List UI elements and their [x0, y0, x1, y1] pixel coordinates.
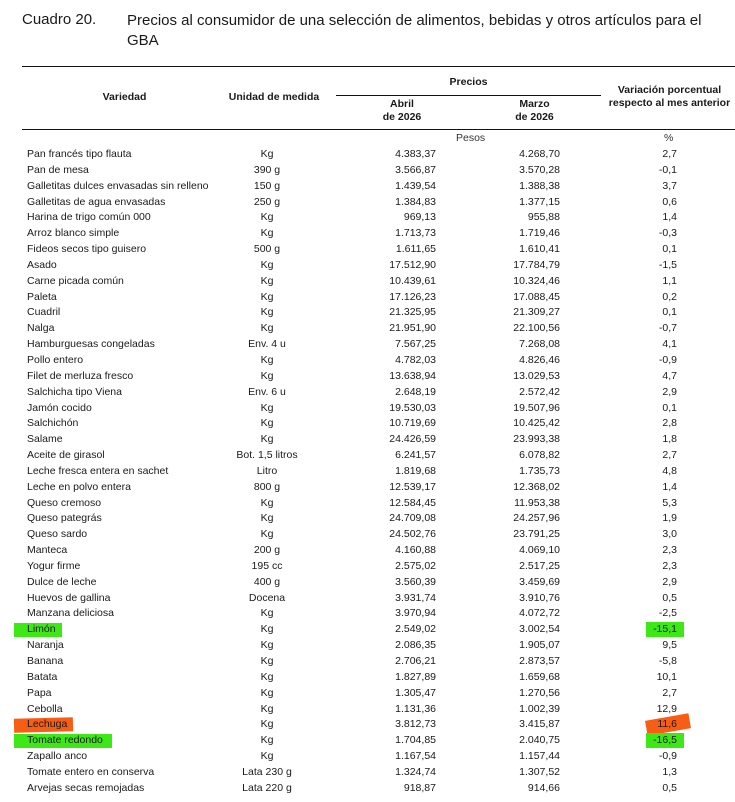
row-variation: -15,1: [653, 623, 677, 636]
row-price-abril: 19.530,03: [389, 401, 436, 414]
row-price-abril: 969,13: [403, 211, 436, 224]
row-name: Galletitas dulces envasadas sin relleno: [27, 179, 209, 192]
table-row: [0, 416, 735, 432]
table-row: [0, 464, 735, 480]
table-row: [0, 210, 735, 226]
table-row: [0, 781, 735, 797]
row-price-marzo: 24.257,96: [513, 512, 560, 525]
row-price-abril: 4.383,37: [395, 148, 436, 160]
row-price-abril: 10.719,69: [389, 417, 436, 430]
row-name: Huevos de gallina: [27, 591, 111, 604]
row-price-marzo: 13.029,53: [513, 369, 560, 382]
row-variation: 4,1: [662, 338, 677, 351]
row-price-marzo: 10.324,46: [513, 274, 560, 287]
row-price-abril: 4.782,03: [395, 353, 436, 366]
row-price-abril: 3.970,94: [395, 607, 436, 620]
row-name: Hamburguesas congeladas: [27, 338, 155, 351]
row-name: Salchicha tipo Viena: [27, 385, 122, 398]
table-row: [0, 274, 735, 290]
table-row: [0, 290, 735, 306]
table-row: [0, 575, 735, 591]
row-price-abril: 1.827,89: [395, 670, 436, 683]
row-variation: 0,1: [662, 306, 677, 319]
row-unit: 150 g: [253, 179, 281, 192]
row-name: Tomate entero en conserva: [27, 765, 155, 778]
row-price-marzo: 1.388,38: [519, 179, 560, 192]
table-row: [0, 147, 735, 163]
row-variation: 9,5: [662, 639, 677, 652]
table-row: [0, 305, 735, 321]
row-price-marzo: 914,66: [527, 781, 560, 794]
row-variation: 2,9: [662, 385, 677, 398]
row-price-marzo: 4.268,70: [519, 148, 560, 160]
row-variation: 5,3: [662, 496, 677, 509]
row-name: Leche en polvo entera: [27, 480, 131, 493]
table-caption-label: Cuadro 20.: [22, 11, 97, 28]
row-price-marzo: 2.572,42: [519, 385, 560, 398]
row-variation: 2,3: [662, 559, 677, 572]
row-unit: Kg: [260, 417, 274, 430]
row-variation: 2,8: [662, 417, 677, 430]
precios-rule: [336, 95, 601, 96]
table-row: [0, 733, 735, 749]
header-variacion-line2: respecto al mes anterior: [608, 97, 731, 109]
row-price-marzo: 17.088,45: [513, 290, 560, 303]
row-name: Aceite de girasol: [27, 449, 105, 462]
row-name: Banana: [27, 655, 64, 667]
row-name: Manzana deliciosa: [27, 607, 114, 620]
row-price-marzo: 4.069,10: [519, 544, 560, 557]
table-row: [0, 448, 735, 464]
row-name: Nalga: [27, 322, 55, 335]
row-price-abril: 1.713,73: [395, 227, 436, 240]
row-price-marzo: 4.826,46: [519, 353, 560, 366]
row-unit: Kg: [260, 401, 274, 414]
row-price-marzo: 2.040,75: [519, 734, 560, 747]
row-price-abril: 13.638,94: [389, 369, 436, 382]
row-unit: Bot. 1,5 litros: [236, 449, 298, 462]
row-price-marzo: 3.415,87: [519, 718, 560, 731]
row-price-abril: 7.567,25: [395, 338, 436, 351]
row-price-marzo: 1.002,39: [519, 702, 560, 715]
row-price-abril: 3.931,74: [395, 591, 436, 604]
row-price-marzo: 4.072,72: [519, 607, 560, 620]
row-unit: Kg: [260, 306, 274, 319]
row-unit: Kg: [260, 290, 274, 303]
row-variation: 3,0: [662, 528, 677, 541]
row-price-marzo: 2.517,25: [519, 559, 560, 572]
row-variation: -0,9: [658, 750, 677, 763]
row-price-marzo: 1.610,41: [519, 243, 560, 256]
row-variation: 2,7: [662, 148, 677, 160]
row-price-abril: 6.241,57: [395, 449, 436, 462]
table-row: [0, 163, 735, 179]
header-precios: Precios: [449, 76, 488, 88]
row-price-marzo: 1.157,44: [519, 750, 560, 763]
row-unit: Kg: [260, 227, 274, 240]
unit-pesos: Pesos: [456, 132, 486, 144]
row-price-abril: 3.560,39: [395, 575, 436, 588]
row-name: Salame: [27, 433, 63, 446]
row-name: Asado: [27, 258, 57, 271]
table-row: [0, 401, 735, 417]
row-unit: Kg: [260, 528, 274, 541]
row-price-marzo: 3.459,69: [519, 575, 560, 588]
table-row: [0, 702, 735, 718]
row-price-marzo: 17.784,79: [513, 258, 560, 271]
table-title: Precios al consumidor de una selección de alimentos, bebidas y otros artículos para el GBA: [127, 12, 702, 49]
row-name: Harina de trigo común 000: [27, 211, 151, 224]
row-name: Limón: [27, 623, 56, 636]
row-unit: Kg: [260, 353, 274, 366]
row-variation: 1,9: [662, 512, 677, 525]
row-price-marzo: 955,88: [527, 211, 560, 224]
row-variation: 3,7: [662, 179, 677, 192]
row-price-marzo: 22.100,56: [513, 322, 560, 335]
row-price-marzo: 21.309,27: [513, 306, 560, 319]
row-price-marzo: 23.993,38: [513, 433, 560, 446]
table-row: [0, 559, 735, 575]
row-name: Papa: [27, 686, 52, 699]
row-variation: -0,1: [658, 163, 677, 176]
row-variation: -2,5: [658, 607, 677, 620]
header-variacion-line1: Variación porcentual: [617, 84, 722, 96]
row-name: Arvejas secas remojadas: [27, 781, 145, 794]
row-variation: -16,5: [653, 734, 677, 747]
row-name: Filet de merluza fresco: [27, 369, 134, 382]
row-name: Lechuga: [27, 718, 68, 731]
header-marzo: [468, 98, 601, 124]
row-price-marzo: 1.270,56: [519, 686, 560, 699]
row-price-abril: 24.502,76: [389, 528, 436, 541]
row-unit: Kg: [260, 623, 274, 636]
row-name: Tomate redondo: [27, 734, 103, 747]
unit-percent: %: [664, 132, 674, 144]
table-row: [0, 321, 735, 337]
row-variation: -0,3: [658, 227, 677, 240]
row-price-abril: 1.305,47: [395, 686, 436, 699]
header-variedad: Variedad: [102, 91, 147, 103]
row-price-abril: 1.819,68: [395, 464, 436, 477]
row-variation: 2,9: [662, 575, 677, 588]
header-variacion: [604, 84, 735, 110]
row-unit: Kg: [260, 686, 274, 699]
row-price-abril: 918,87: [403, 781, 436, 794]
row-unit: Docena: [248, 591, 286, 604]
table-row: [0, 765, 735, 781]
row-unit: Kg: [260, 274, 274, 287]
table-row: [0, 622, 735, 638]
row-price-marzo: 10.425,42: [513, 417, 560, 430]
row-unit: 400 g: [253, 575, 281, 588]
row-name: Queso cremoso: [27, 496, 102, 509]
table-row: [0, 749, 735, 765]
row-price-marzo: 1.905,07: [519, 639, 560, 652]
row-price-abril: 3.566,87: [395, 163, 436, 176]
row-price-abril: 1.131,36: [395, 702, 436, 715]
table-row: [0, 353, 735, 369]
row-name: Fideos secos tipo guisero: [27, 243, 147, 256]
row-price-abril: 4.160,88: [395, 544, 436, 557]
row-unit: Kg: [260, 258, 274, 271]
row-variation: 0,1: [662, 243, 677, 256]
row-price-abril: 24.426,59: [389, 433, 436, 446]
table-row: [0, 242, 735, 258]
row-price-marzo: 3.002,54: [519, 623, 560, 636]
row-price-marzo: 1.377,15: [519, 195, 560, 208]
row-price-abril: 1.704,85: [395, 734, 436, 747]
row-price-abril: 12.584,45: [389, 496, 436, 509]
row-unit: Kg: [260, 750, 274, 763]
row-name: Cuadril: [27, 306, 61, 319]
row-name: Naranja: [27, 639, 64, 652]
header-bottom-rule: [22, 129, 735, 130]
row-price-abril: 1.324,74: [395, 765, 436, 778]
row-unit: Kg: [260, 512, 274, 525]
table-row: [0, 369, 735, 385]
row-name: Queso pategrás: [27, 512, 102, 525]
row-name: Pollo entero: [27, 353, 84, 366]
row-variation: 4,7: [662, 369, 677, 382]
row-name: Jamón cocido: [27, 401, 92, 414]
row-unit: Kg: [260, 718, 274, 731]
row-price-marzo: 6.078,82: [519, 449, 560, 462]
row-variation: 2,7: [662, 686, 677, 699]
row-unit: Kg: [260, 369, 274, 382]
row-variation: 1,4: [662, 211, 677, 224]
row-variation: 4,8: [662, 464, 677, 477]
table-row: [0, 337, 735, 353]
row-price-marzo: 7.268,08: [519, 338, 560, 351]
row-name: Queso sardo: [27, 528, 88, 541]
table-row: [0, 385, 735, 401]
row-unit: 500 g: [253, 243, 281, 256]
row-price-abril: 24.709,08: [389, 512, 436, 525]
row-unit: 390 g: [253, 163, 281, 176]
row-name: Yogur firme: [27, 559, 81, 572]
row-unit: Kg: [260, 670, 274, 683]
row-variation: 1,3: [662, 765, 677, 778]
row-unit: Kg: [260, 211, 274, 224]
row-variation: 11,6: [657, 718, 677, 731]
row-variation: -0,9: [658, 353, 677, 366]
header-abril: [336, 98, 468, 124]
table-row: [0, 606, 735, 622]
row-price-marzo: 23.791,25: [513, 528, 560, 541]
table-row: [0, 195, 735, 211]
row-price-abril: 17.126,23: [389, 290, 436, 303]
row-unit: Kg: [260, 639, 274, 652]
row-price-abril: 21.951,90: [389, 322, 436, 335]
table-row: [0, 638, 735, 654]
row-name: Galletitas de agua envasadas: [27, 195, 166, 208]
row-price-abril: 3.812,73: [395, 718, 436, 731]
row-variation: 1,8: [662, 433, 677, 446]
row-price-abril: 2.706,21: [395, 655, 436, 667]
row-unit: Kg: [260, 607, 274, 620]
table-row: [0, 670, 735, 686]
row-variation: 0,1: [662, 401, 677, 414]
row-price-marzo: 19.507,96: [513, 401, 560, 414]
row-name: Carne picada común: [27, 274, 124, 287]
row-price-abril: 2.648,19: [395, 385, 436, 398]
row-unit: 800 g: [253, 480, 281, 493]
table-row: [0, 527, 735, 543]
row-variation: 0,6: [662, 195, 677, 208]
table-row: [0, 258, 735, 274]
row-price-marzo: 3.570,28: [519, 163, 560, 176]
row-price-marzo: 1.719,46: [519, 227, 560, 240]
table-row: [0, 179, 735, 195]
row-unit: 195 cc: [251, 559, 283, 572]
row-variation: 0,5: [662, 781, 677, 794]
row-variation: -5,8: [658, 655, 677, 667]
row-unit: Kg: [260, 433, 274, 446]
row-price-marzo: 11.953,38: [514, 496, 560, 509]
row-unit: Kg: [260, 734, 274, 747]
row-name: Manteca: [27, 544, 68, 557]
row-name: Dulce de leche: [27, 575, 97, 588]
table-row: [0, 717, 735, 733]
row-unit: Kg: [260, 702, 274, 715]
row-variation: 12,9: [656, 702, 677, 715]
row-name: Zapallo anco: [27, 750, 88, 763]
table-row: [0, 432, 735, 448]
row-price-abril: 2.549,02: [395, 623, 436, 636]
row-name: Salchichón: [27, 417, 79, 430]
row-unit: Litro: [256, 464, 278, 477]
row-price-abril: 2.575,02: [395, 559, 436, 572]
row-price-marzo: 12.368,02: [513, 480, 560, 493]
row-price-abril: 1.384,83: [395, 195, 436, 208]
table-row: [0, 480, 735, 496]
row-price-abril: 2.086,35: [395, 639, 436, 652]
row-price-abril: 17.512,90: [389, 258, 436, 271]
table-row: [0, 496, 735, 512]
row-name: Leche fresca entera en sachet: [27, 464, 169, 477]
row-price-marzo: 1.307,52: [519, 765, 560, 778]
row-price-abril: 12.539,17: [389, 480, 436, 493]
row-price-abril: 1.611,65: [395, 243, 436, 256]
row-price-marzo: 1.659,68: [519, 670, 560, 683]
row-variation: 2,3: [662, 544, 677, 557]
header-marzo-month: Marzo: [519, 98, 550, 110]
row-name: Arroz blanco simple: [27, 227, 120, 240]
header-unidad: Unidad de medida: [228, 91, 320, 103]
row-unit: Kg: [260, 655, 274, 667]
row-name: Pan de mesa: [27, 163, 89, 176]
row-unit: Kg: [260, 148, 274, 160]
row-variation: 10,1: [656, 670, 677, 683]
row-price-marzo: 1.735,73: [519, 464, 560, 477]
row-price-abril: 21.325,95: [389, 306, 436, 319]
row-variation: -0,7: [658, 322, 677, 335]
row-unit: 200 g: [253, 544, 281, 557]
row-variation: 1,1: [662, 274, 677, 287]
row-unit: Kg: [260, 322, 274, 335]
row-variation: 1,4: [662, 480, 677, 493]
table-row: [0, 226, 735, 242]
row-price-abril: 10.439,61: [389, 274, 436, 287]
header-abril-month: Abril: [390, 98, 414, 110]
row-variation: 0,2: [662, 290, 677, 303]
row-name: Paleta: [27, 290, 57, 303]
row-variation: 0,5: [662, 591, 677, 604]
row-name: Pan francés tipo flauta: [27, 148, 132, 160]
row-unit: Env. 6 u: [248, 385, 286, 398]
row-price-marzo: 3.910,76: [519, 591, 560, 604]
row-unit: Env. 4 u: [248, 338, 286, 351]
row-unit: Kg: [260, 496, 274, 509]
row-price-abril: 1.167,54: [395, 750, 436, 763]
row-variation: -1,5: [658, 258, 677, 271]
row-unit: Lata 230 g: [242, 765, 292, 778]
table-body: [0, 147, 735, 797]
row-price-marzo: 2.873,57: [519, 655, 560, 667]
row-name: Cebolla: [27, 702, 63, 715]
row-variation: 2,7: [662, 449, 677, 462]
row-name: Batata: [27, 670, 58, 683]
table-row: [0, 543, 735, 559]
row-unit: Lata 220 g: [242, 781, 292, 794]
row-unit: 250 g: [253, 195, 281, 208]
table-row: [0, 511, 735, 527]
table-row: [0, 591, 735, 607]
header-rule: [22, 66, 735, 67]
header-marzo-year: de 2026: [515, 111, 554, 123]
row-price-abril: 1.439,54: [395, 179, 436, 192]
header-abril-year: de 2026: [382, 111, 422, 123]
table-row: [0, 654, 735, 670]
table-row: [0, 686, 735, 702]
